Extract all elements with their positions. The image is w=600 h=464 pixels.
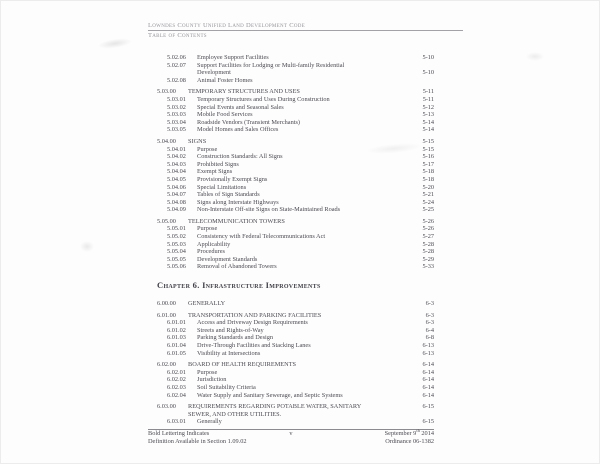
footer-note-line1: Bold Lettering Indicates	[148, 430, 210, 437]
toc-entry-number: 5.04.06	[167, 183, 186, 191]
scan-artifact	[80, 241, 94, 252]
toc-entry-title: Exempt Signs	[197, 168, 233, 176]
toc-entry-page: 6-15	[422, 418, 434, 426]
toc-entry-title: Model Homes and Sales Offices	[197, 126, 279, 134]
toc-entry-title: Support Facilities for Lodging or Multi-family Residential Development	[197, 61, 345, 77]
toc-entry-page: 5-33	[422, 263, 434, 271]
toc-entry-page: 5-17	[422, 160, 434, 168]
toc-entry-page: 5-26	[422, 225, 434, 233]
toc-entry-page: 6-3	[425, 319, 434, 327]
document-body	[148, 21, 463, 430]
footer-date-ordinal: th	[416, 427, 420, 433]
toc-entry-number: 6.01.00	[157, 311, 176, 319]
toc-entry-number: 5.04.09	[167, 206, 186, 214]
scan-artifact	[526, 52, 544, 61]
toc-entry-number: 5.03.04	[167, 118, 186, 126]
toc-group	[148, 361, 463, 399]
toc-entry-number: 5.04.03	[167, 160, 186, 168]
toc-entry-number: 6.02.00	[157, 361, 176, 369]
toc-entry	[148, 418, 463, 426]
toc-entry-page: 5-25	[422, 206, 434, 214]
toc-entry-title: Prohibited Signs	[197, 160, 239, 168]
toc-entry-title: TRANSPORTATION AND PARKING FACILITIES	[188, 311, 322, 319]
toc-entry	[148, 256, 463, 264]
toc-entry-title: Temporary Structures and Uses During Construction	[197, 95, 330, 103]
toc-entry-number: 5.05.03	[167, 240, 186, 248]
toc-entry-page: 6-14	[422, 391, 434, 399]
toc-entry	[148, 161, 463, 169]
toc-entry	[148, 225, 463, 233]
toc-entry	[148, 111, 463, 119]
toc-entry-number: 6.02.03	[167, 383, 186, 391]
toc-entry-page: 5-18	[422, 175, 434, 183]
document-header-subtitle: Table of Contents	[148, 32, 207, 39]
toc-entry-number: 5.04.08	[167, 198, 186, 206]
page-footer	[148, 429, 463, 446]
toc-entry-number: 5.04.02	[167, 153, 186, 161]
toc-group	[148, 218, 463, 271]
toc-entry	[148, 300, 463, 308]
toc-group	[148, 54, 463, 84]
toc-entry	[148, 206, 463, 214]
toc-list	[148, 54, 463, 426]
toc-entry	[148, 233, 463, 241]
toc-entry-title: Construction Standards: All Signs	[197, 153, 283, 161]
toc-entry-page: 5-15	[422, 137, 434, 145]
toc-entry	[148, 77, 463, 85]
toc-entry-title: Parking Standards and Design	[197, 334, 274, 342]
toc-entry-page: 6-13	[422, 342, 434, 349]
toc-entry-number: 5.03.05	[167, 126, 186, 134]
footer-date	[301, 427, 434, 438]
toc-entry-title: SIGNS	[188, 137, 207, 145]
toc-entry	[148, 146, 463, 154]
toc-group	[148, 138, 463, 214]
toc-entry-title: Tables of Sign Standards	[197, 191, 260, 199]
toc-entry-title: Special Events and Seasonal Sales	[197, 103, 284, 111]
toc-entry-title: Access and Driveway Design Requirements	[197, 319, 308, 327]
toc-entry-title: Procedures	[197, 248, 225, 256]
toc-entry-title: REQUIREMENTS REGARDING POTABLE WATER, SANITARY SEWER, AND OTHER UTILITIES.	[188, 403, 362, 418]
toc-entry-page: 5-16	[422, 153, 434, 161]
toc-entry-page: 6-3	[425, 311, 434, 319]
toc-entry	[148, 119, 463, 127]
toc-entry	[148, 350, 463, 358]
toc-entry-title: TEMPORARY STRUCTURES AND USES	[188, 88, 300, 96]
footer-date-year: 2014	[419, 430, 434, 437]
toc-entry-page: 5-12	[422, 103, 434, 111]
toc-entry-number: 6.01.01	[167, 319, 186, 327]
toc-entry-page: 6-4	[425, 326, 434, 334]
footer-page-number: v	[289, 430, 293, 437]
toc-entry	[148, 153, 463, 161]
toc-entry	[148, 54, 463, 62]
footer-ordinance: Ordinance 06-1382	[385, 438, 434, 446]
toc-entry	[148, 184, 463, 192]
toc-entry-page: 5-29	[422, 255, 434, 263]
toc-entry-number: 6.03.00	[157, 403, 176, 411]
toc-entry-title: GENERALLY	[188, 300, 226, 308]
toc-entry-title: Water Supply and Sanitary Sewerage, and Septic Systems	[197, 391, 343, 399]
toc-entry-number: 6.02.04	[167, 391, 186, 399]
toc-entry-title: Signs along Interstate Highways	[197, 198, 279, 206]
toc-entry	[148, 176, 463, 184]
toc-entry-title: Purpose	[197, 225, 218, 233]
document-header-title: Lowndes County Unified Land Development Code	[148, 21, 463, 31]
toc-entry-number: 6.02.02	[167, 376, 186, 384]
toc-entry-title: Visibility at Intersections	[197, 349, 261, 357]
toc-entry-page: 6-14	[422, 368, 434, 376]
toc-entry	[148, 248, 463, 256]
toc-entry-page: 6-3	[425, 300, 434, 308]
toc-entry-number: 5.03.03	[167, 111, 186, 119]
footer-date-day: September 9	[384, 430, 417, 437]
toc-entry-title: BOARD OF HEALTH REQUIREMENTS	[188, 361, 297, 369]
toc-entry-title: Animal Foster Homes	[197, 76, 253, 84]
toc-entry	[148, 361, 463, 369]
toc-entry	[148, 319, 463, 327]
toc-entry	[148, 312, 463, 320]
toc-entry-page: 6-8	[425, 334, 434, 342]
toc-entry	[148, 369, 463, 377]
footer-note-line2: Definition Available in Section 1.09.02	[148, 438, 247, 446]
toc-entry	[148, 392, 463, 400]
toc-entry-title: Drive-Through Facilities and Stacking Lanes	[197, 342, 311, 349]
toc-entry-number: 6.02.01	[167, 368, 186, 376]
toc-entry-page: 6-15	[422, 403, 434, 411]
toc-entry-page: 5-15	[422, 145, 434, 153]
toc-entry-page: 6-14	[422, 361, 434, 369]
toc-entry-page: 6-14	[422, 383, 434, 391]
toc-entry-number: 5.05.05	[167, 255, 186, 263]
chapter-heading: Chapter 6. Infrastructure Improvements	[157, 280, 321, 291]
toc-entry	[148, 96, 463, 104]
toc-entry	[148, 241, 463, 249]
toc-entry-page: 5-11	[422, 88, 434, 96]
toc-entry-title: Jurisdiction	[197, 376, 227, 384]
toc-entry-number: 6.01.05	[167, 349, 186, 357]
toc-entry-page: 5-10	[422, 54, 434, 61]
toc-entry-number: 5.02.07	[167, 61, 186, 69]
toc-entry-number: 6.03.01	[167, 418, 186, 426]
toc-entry-title: Purpose	[197, 145, 218, 153]
toc-group	[148, 300, 463, 308]
toc-entry-page: 5-13	[422, 111, 434, 119]
toc-entry	[148, 384, 463, 392]
toc-entry-title: Mobile Food Services	[197, 111, 253, 119]
toc-entry-title: TELECOMMUNICATION TOWERS	[188, 217, 285, 225]
toc-entry-page: 5-24	[422, 198, 434, 206]
toc-entry	[148, 334, 463, 342]
toc-entry-page: 5-21	[422, 191, 434, 199]
toc-entry	[148, 62, 463, 77]
toc-entry-number: 6.00.00	[157, 300, 176, 308]
toc-entry-number: 6.01.04	[167, 342, 186, 349]
toc-entry-title: Generally	[197, 418, 222, 426]
toc-entry	[148, 104, 463, 112]
toc-entry-number: 5.02.08	[167, 76, 186, 84]
toc-entry-title: Roadside Vendors (Transient Merchants)	[197, 118, 301, 126]
toc-entry-page: 6-14	[422, 376, 434, 384]
toc-entry-number: 5.04.00	[157, 137, 176, 145]
toc-entry-number: 5.04.01	[167, 145, 186, 153]
toc-entry-page: 5-26	[422, 217, 434, 225]
toc-group	[148, 88, 463, 134]
toc-entry-number: 6.01.02	[167, 326, 186, 334]
toc-entry-number: 5.04.04	[167, 168, 186, 176]
toc-entry-title: Provisionally Exempt Signs	[197, 175, 268, 183]
toc-entry-title: Removal of Abandoned Towers	[197, 263, 277, 271]
toc-entry-number: 5.05.04	[167, 248, 186, 256]
toc-entry-page: 5-28	[422, 248, 434, 256]
toc-entry	[148, 126, 463, 134]
toc-entry	[148, 327, 463, 335]
toc-entry-title: Streets and Rights-of-Way	[197, 326, 264, 334]
toc-entry-title: Non-Interstate Off-site Signs on State-Maintained Roads	[197, 206, 341, 214]
toc-entry-title: Applicability	[197, 240, 231, 248]
toc-entry-number: 5.05.06	[167, 263, 186, 271]
toc-entry-number: 5.02.06	[167, 54, 186, 61]
toc-entry	[148, 263, 463, 271]
toc-entry-number: 5.05.01	[167, 225, 186, 233]
toc-entry	[148, 218, 463, 226]
toc-entry-number: 6.01.03	[167, 334, 186, 342]
footer-note	[148, 430, 281, 446]
toc-entry-page: 5-20	[422, 183, 434, 191]
toc-entry	[148, 403, 463, 418]
toc-entry-title: Special Limitations	[197, 183, 247, 191]
toc-entry-page: 6-13	[422, 349, 434, 357]
toc-entry-page: 5-27	[422, 233, 434, 241]
toc-entry-page: 5-14	[422, 126, 434, 134]
toc-entry-page: 5-28	[422, 240, 434, 248]
toc-entry-page: 5-11	[422, 95, 434, 103]
toc-entry-page: 5-18	[422, 168, 434, 176]
toc-entry-number: 5.04.05	[167, 175, 186, 183]
toc-entry-title: Consistency with Federal Telecommunications Act	[197, 233, 326, 241]
toc-entry-number: 5.05.00	[157, 217, 176, 225]
toc-entry-number: 5.03.01	[167, 95, 186, 103]
toc-entry-page: 5-14	[422, 118, 434, 126]
toc-entry-page: 5-10	[422, 69, 434, 77]
toc-group	[148, 403, 463, 426]
toc-entry	[148, 138, 463, 146]
toc-entry	[148, 191, 463, 199]
scan-artifact	[98, 37, 133, 51]
toc-entry-number: 5.03.02	[167, 103, 186, 111]
toc-entry	[148, 168, 463, 176]
toc-entry-number: 5.03.00	[157, 88, 176, 96]
toc-entry-number: 5.04.07	[167, 191, 186, 199]
toc-entry-number: 5.05.02	[167, 233, 186, 241]
toc-entry-title: Soil Suitability Criteria	[197, 383, 256, 391]
toc-entry	[148, 376, 463, 384]
toc-entry	[148, 342, 463, 350]
toc-entry-title: Employee Support Facilities	[197, 54, 269, 61]
toc-group	[148, 312, 463, 358]
toc-entry-title: Purpose	[197, 368, 218, 376]
toc-entry-title: Development Standards	[197, 255, 258, 263]
toc-entry	[148, 88, 463, 96]
toc-entry	[148, 199, 463, 207]
footer-meta	[301, 427, 434, 446]
